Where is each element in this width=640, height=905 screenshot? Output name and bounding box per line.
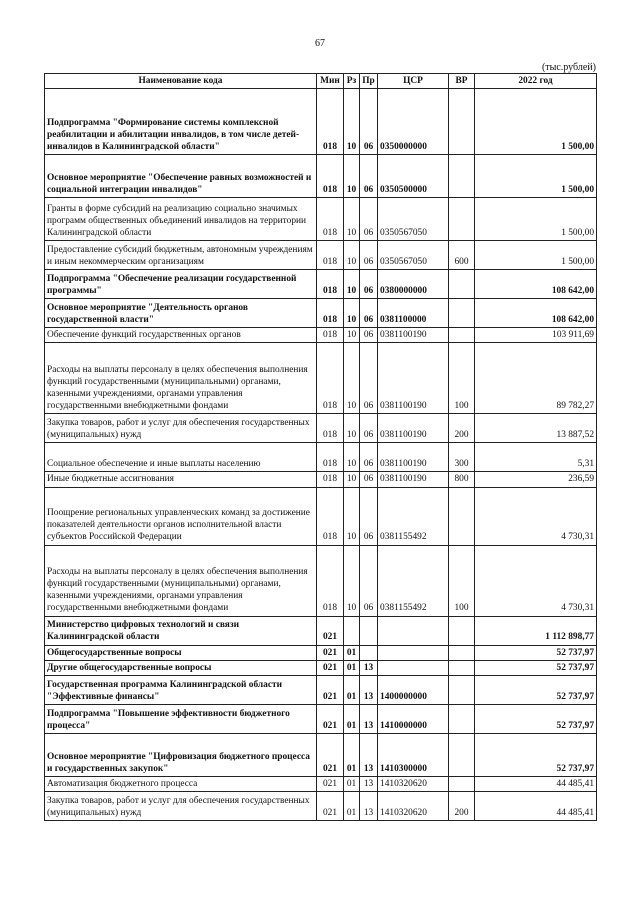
cell-rz: 01 (344, 660, 360, 675)
cell-name: Основное мероприятие "Цифровизация бюджетного процесса и государственных закупок" (45, 734, 317, 777)
cell-vr: 600 (449, 241, 475, 270)
cell-name: Расходы на выплаты персоналу в целях обеспечения выполнения функций государственными (муниципальными) органами, казенными учреждениями, органами управления государственными внебюджетными фондами (45, 545, 317, 616)
cell-min: 021 (317, 734, 344, 777)
cell-vr (449, 487, 475, 545)
table-row (45, 705, 597, 734)
table-row (45, 241, 597, 270)
cell-name: Подпрограмма "Обеспечение реализации государственной программы" (45, 270, 317, 299)
header-rz: Рз (344, 74, 360, 89)
cell-csr: 1400000000 (378, 676, 449, 705)
header-amount: 2022 год (475, 74, 597, 89)
table-row (45, 270, 597, 299)
cell-csr: 1410320620 (378, 792, 449, 821)
cell-amount: 52 737,97 (475, 676, 597, 705)
header-csr: ЦСР (378, 74, 449, 89)
cell-min: 018 (317, 198, 344, 241)
cell-min: 021 (317, 645, 344, 660)
cell-vr: 800 (449, 472, 475, 487)
cell-csr: 0381100190 (378, 343, 449, 414)
cell-min: 018 (317, 545, 344, 616)
cell-rz: 10 (344, 343, 360, 414)
cell-amount: 1 500,00 (475, 241, 597, 270)
budget-table (44, 73, 597, 821)
table-row (45, 472, 597, 487)
cell-min: 021 (317, 660, 344, 675)
cell-amount: 236,59 (475, 472, 597, 487)
cell-rz: 10 (344, 270, 360, 299)
cell-amount: 108 642,00 (475, 299, 597, 328)
cell-csr: 0350500000 (378, 155, 449, 198)
cell-vr: 100 (449, 343, 475, 414)
table-row (45, 616, 597, 645)
cell-rz: 01 (344, 792, 360, 821)
cell-min: 021 (317, 616, 344, 645)
cell-name: Подпрограмма "Повышение эффективности бюджетного процесса" (45, 705, 317, 734)
cell-min: 018 (317, 414, 344, 443)
cell-rz: 10 (344, 414, 360, 443)
units-label: (тыс.рублей) (541, 62, 596, 73)
cell-pr: 06 (360, 241, 378, 270)
cell-min: 018 (317, 443, 344, 472)
cell-pr: 06 (360, 487, 378, 545)
cell-name: Закупка товаров, работ и услуг для обеспечения государственных (муниципальных) нужд (45, 414, 317, 443)
cell-csr (378, 616, 449, 645)
cell-name: Министерство цифровых технологий и связи Калининградской области (45, 616, 317, 645)
table-row (45, 792, 597, 821)
cell-csr: 0380000000 (378, 270, 449, 299)
cell-amount: 1 112 898,77 (475, 616, 597, 645)
table-row (45, 443, 597, 472)
cell-name: Государственная программа Калининградской области "Эффективные финансы" (45, 676, 317, 705)
cell-csr: 1410300000 (378, 734, 449, 777)
cell-pr: 06 (360, 472, 378, 487)
cell-pr: 13 (360, 734, 378, 777)
cell-rz: 10 (344, 328, 360, 343)
cell-min: 018 (317, 155, 344, 198)
cell-pr: 06 (360, 414, 378, 443)
cell-min: 021 (317, 792, 344, 821)
cell-min: 018 (317, 270, 344, 299)
cell-pr (360, 616, 378, 645)
cell-amount: 1 500,00 (475, 89, 597, 155)
table-row (45, 645, 597, 660)
table-row (45, 545, 597, 616)
table-row (45, 343, 597, 414)
cell-vr (449, 198, 475, 241)
cell-vr: 200 (449, 414, 475, 443)
cell-pr: 13 (360, 660, 378, 675)
table-row (45, 487, 597, 545)
cell-pr: 06 (360, 343, 378, 414)
cell-rz: 10 (344, 487, 360, 545)
header-vr: ВР (449, 74, 475, 89)
cell-vr: 300 (449, 443, 475, 472)
cell-csr: 1410320620 (378, 777, 449, 792)
cell-name: Гранты в форме субсидий на реализацию социально значимых программ общественных объединений инвалидов на территории Калининградской области (45, 198, 317, 241)
cell-pr: 13 (360, 676, 378, 705)
cell-min: 018 (317, 241, 344, 270)
table-row (45, 414, 597, 443)
page-number: 67 (315, 38, 325, 49)
cell-csr: 0350000000 (378, 89, 449, 155)
cell-name: Подпрограмма "Формирование системы комплексной реабилитации и абилитации инвалидов, в том числе детей-инвалидов в Калининградской области" (45, 89, 317, 155)
cell-amount: 89 782,27 (475, 343, 597, 414)
cell-amount: 52 737,97 (475, 660, 597, 675)
cell-vr (449, 270, 475, 299)
cell-name: Обеспечение функций государственных органов (45, 328, 317, 343)
cell-vr (449, 299, 475, 328)
cell-name: Основное мероприятие "Обеспечение равных возможностей и социальной интеграции инвалидов" (45, 155, 317, 198)
cell-vr (449, 616, 475, 645)
cell-rz: 01 (344, 676, 360, 705)
table-row (45, 299, 597, 328)
cell-amount: 1 500,00 (475, 155, 597, 198)
cell-amount: 5,31 (475, 443, 597, 472)
cell-csr: 0350567050 (378, 198, 449, 241)
cell-rz: 10 (344, 89, 360, 155)
cell-csr: 0381100000 (378, 299, 449, 328)
cell-csr: 0381100190 (378, 414, 449, 443)
cell-amount: 1 500,00 (475, 198, 597, 241)
table-row (45, 777, 597, 792)
cell-min: 018 (317, 487, 344, 545)
cell-name: Закупка товаров, работ и услуг для обеспечения государственных (муниципальных) нужд (45, 792, 317, 821)
cell-vr: 100 (449, 545, 475, 616)
cell-vr (449, 734, 475, 777)
cell-pr (360, 645, 378, 660)
cell-vr (449, 676, 475, 705)
cell-min: 018 (317, 472, 344, 487)
cell-rz: 10 (344, 241, 360, 270)
cell-rz (344, 616, 360, 645)
cell-amount: 52 737,97 (475, 705, 597, 734)
cell-vr (449, 777, 475, 792)
table-row (45, 198, 597, 241)
cell-pr: 06 (360, 155, 378, 198)
cell-name: Поощрение региональных управленческих команд за достижение показателей деятельности органов исполнительной власти субъектов Российской Федерации (45, 487, 317, 545)
table-row (45, 660, 597, 675)
cell-csr: 1410000000 (378, 705, 449, 734)
cell-csr: 0381100190 (378, 472, 449, 487)
cell-csr: 0350567050 (378, 241, 449, 270)
cell-rz: 01 (344, 645, 360, 660)
cell-min: 021 (317, 705, 344, 734)
cell-csr (378, 645, 449, 660)
cell-vr (449, 328, 475, 343)
cell-min: 018 (317, 343, 344, 414)
cell-amount: 52 737,97 (475, 734, 597, 777)
cell-vr (449, 660, 475, 675)
cell-rz: 10 (344, 155, 360, 198)
cell-name: Расходы на выплаты персоналу в целях обеспечения выполнения функций государственными (муниципальными) органами, казенными учреждениями, органами управления государственными внебюджетными фондами (45, 343, 317, 414)
cell-amount: 103 911,69 (475, 328, 597, 343)
header-pr: Пр (360, 74, 378, 89)
cell-rz: 10 (344, 443, 360, 472)
cell-pr: 13 (360, 792, 378, 821)
cell-csr: 0381100190 (378, 328, 449, 343)
cell-csr (378, 660, 449, 675)
cell-name: Автоматизация бюджетного процесса (45, 777, 317, 792)
table-row (45, 89, 597, 155)
cell-min: 021 (317, 676, 344, 705)
cell-pr: 06 (360, 299, 378, 328)
cell-pr: 13 (360, 777, 378, 792)
cell-amount: 13 887,52 (475, 414, 597, 443)
cell-name: Общегосударственные вопросы (45, 645, 317, 660)
cell-name: Социальное обеспечение и иные выплаты населению (45, 443, 317, 472)
cell-name: Предоставление субсидий бюджетным, автономным учреждениям и иным некоммерческим организациям (45, 241, 317, 270)
cell-pr: 06 (360, 270, 378, 299)
cell-name: Основное мероприятие "Деятельность органов государственной власти" (45, 299, 317, 328)
cell-csr: 0381155492 (378, 545, 449, 616)
table-body (45, 89, 597, 821)
table-row (45, 676, 597, 705)
cell-pr: 06 (360, 328, 378, 343)
cell-min: 021 (317, 777, 344, 792)
cell-pr: 06 (360, 198, 378, 241)
table-header-row (45, 74, 597, 89)
table-row (45, 734, 597, 777)
cell-rz: 10 (344, 472, 360, 487)
cell-rz: 01 (344, 705, 360, 734)
cell-vr (449, 89, 475, 155)
cell-vr: 200 (449, 792, 475, 821)
cell-rz: 10 (344, 198, 360, 241)
cell-vr (449, 155, 475, 198)
cell-amount: 44 485,41 (475, 792, 597, 821)
header-min: Мин (317, 74, 344, 89)
cell-rz: 01 (344, 777, 360, 792)
table-row (45, 328, 597, 343)
cell-name: Другие общегосударственные вопросы (45, 660, 317, 675)
table-row (45, 155, 597, 198)
header-name: Наименование кода (45, 74, 317, 89)
cell-amount: 44 485,41 (475, 777, 597, 792)
cell-amount: 52 737,97 (475, 645, 597, 660)
cell-csr: 0381100190 (378, 443, 449, 472)
cell-rz: 01 (344, 734, 360, 777)
cell-min: 018 (317, 328, 344, 343)
cell-rz: 10 (344, 545, 360, 616)
cell-csr: 0381155492 (378, 487, 449, 545)
cell-amount: 4 730,31 (475, 487, 597, 545)
cell-min: 018 (317, 89, 344, 155)
cell-vr (449, 705, 475, 734)
cell-name: Иные бюджетные ассигнования (45, 472, 317, 487)
cell-vr (449, 645, 475, 660)
cell-pr: 06 (360, 545, 378, 616)
cell-amount: 108 642,00 (475, 270, 597, 299)
cell-pr: 06 (360, 443, 378, 472)
cell-rz: 10 (344, 299, 360, 328)
cell-pr: 13 (360, 705, 378, 734)
cell-min: 018 (317, 299, 344, 328)
cell-amount: 4 730,31 (475, 545, 597, 616)
cell-pr: 06 (360, 89, 378, 155)
